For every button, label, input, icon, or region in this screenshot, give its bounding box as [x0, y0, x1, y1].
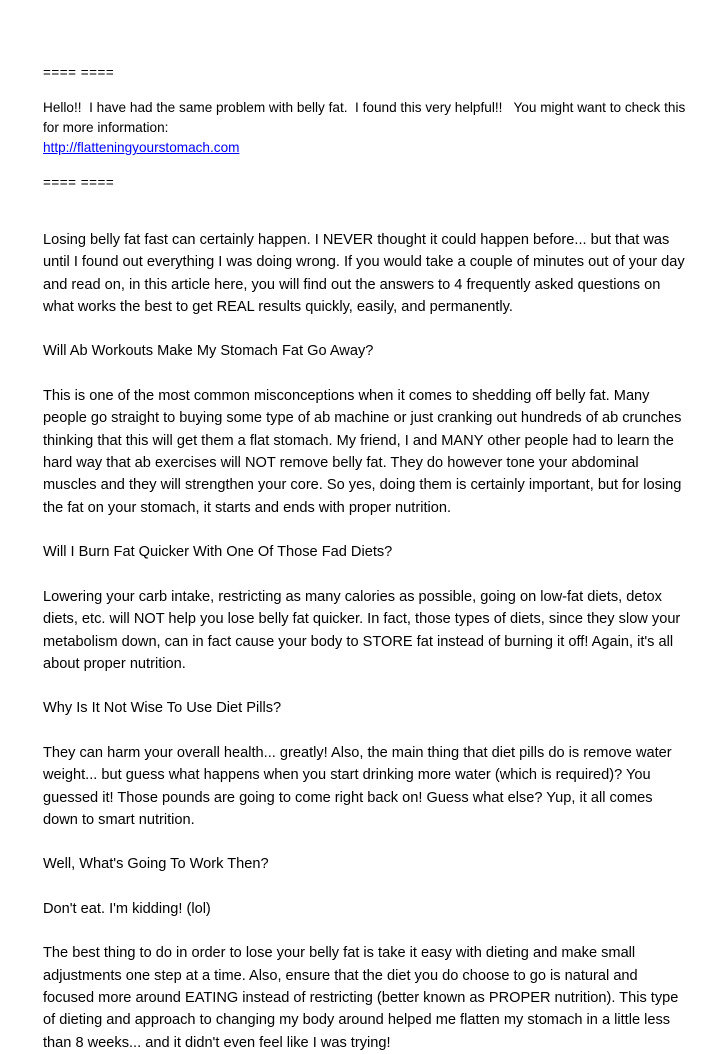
spacer: [43, 519, 688, 541]
article-paragraph: The best thing to do in order to lose your belly fat is take it easy with dieting and make small adjustments one step at a time. Also, ensure that the diet you do choose to go is natural and focused more around EATING instead of restricting (better known as PROPER nutrition). This type of dieting and approach to changing my body around helped me flatten my stomach in a little less than 8 weeks... and it didn't even feel like I was trying!: [43, 945, 683, 1051]
spacer: [43, 363, 688, 385]
spacer: [43, 318, 688, 340]
spacer: [43, 158, 688, 172]
separator-bottom: ==== ====: [43, 175, 115, 191]
section-question: Will Ab Workouts Make My Stomach Fat Go Away?: [43, 343, 374, 360]
article-paragraph: They can harm your overall health... greatly! Also, the main thing that diet pills do is remove water weight... but guess what happens when you start drinking more water (which is required)? You guessed it! Those pounds are going to come right back on! Guess what else? Yup, it all comes down to smart nutrition.: [43, 744, 676, 828]
article-paragraph: Don't eat. I'm kidding! (lol): [43, 900, 211, 917]
external-link[interactable]: http://flatteningyourstomach.com: [43, 140, 240, 156]
spacer: [43, 876, 688, 898]
section-question: Well, What's Going To Work Then?: [43, 856, 269, 873]
article-paragraph: Losing belly fat fast can certainly happen. I NEVER thought it could happen before... but that was until I found out everything I was doing wrong. If you would take a couple of minutes out of your day and read on, in this article here, you will find out the answers to 4 frequently asked questions on what works the best to get REAL results quickly, easily, and permanently.: [43, 231, 689, 316]
document-page: [43, 62, 688, 1054]
section-question: Will I Burn Fat Quicker With One Of Those Fad Diets?: [43, 544, 393, 561]
spacer: [43, 564, 688, 586]
spacer: [43, 675, 688, 697]
spacer: [43, 720, 688, 742]
spacer: [43, 195, 688, 229]
intro-block: [43, 98, 688, 158]
separator-top: ==== ====: [43, 65, 115, 80]
spacer: [43, 84, 688, 98]
spacer: [43, 831, 688, 853]
article-paragraph: Lowering your carb intake, restricting as many calories as possible, going on low-fat diets, detox diets, etc. will NOT help you lose belly fat quicker. In fact, those types of diets, since they slow your metabolism down, can in fact cause your body to STORE fat instead of burning it off! Again, it's all about proper nutrition.: [43, 588, 685, 672]
section-question: Why Is It Not Wise To Use Diet Pills?: [43, 700, 282, 717]
article-paragraph: This is one of the most common misconceptions when it comes to shedding off belly fat. Many people go straight to buying some type of ab machine or just cranking out hundreds of ab crunches thinking that this will get them a flat stomach. My friend, I and MANY other people had to learn the hard way that ab exercises will NOT remove belly fat. They do however tone your abdominal muscles and they will strengthen your core. So yes, doing them is certainly important, but for losing the fat on your stomach, it starts and ends with proper nutrition.: [43, 387, 686, 516]
intro-text: Hello!! I have had the same problem with belly fat. I found this very helpful!! You might want to check this for more information:: [43, 100, 690, 136]
spacer: [43, 920, 688, 942]
